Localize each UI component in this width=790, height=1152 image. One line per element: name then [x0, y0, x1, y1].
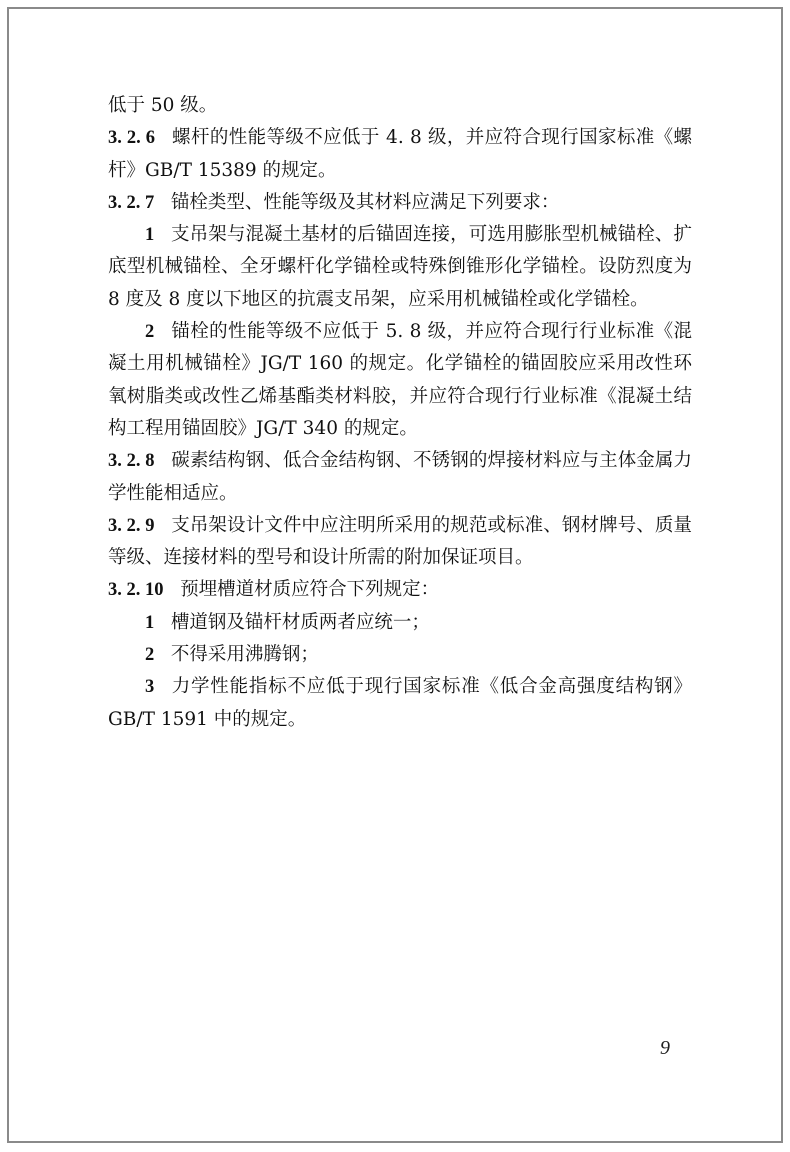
clause-3-2-8 [108, 445, 692, 510]
item-text: 力学性能指标不应低于现行国家标准《低合金高强度结构钢》GB/T 1591 中的规定。 [108, 676, 692, 730]
item-text: 槽道钢及锚杆材质两者应统一； [170, 611, 430, 633]
clause-text: 碳素结构钢、低合金结构钢、不锈钢的焊接材料应与主体金属力学性能相适应。 [108, 450, 692, 504]
item-number: 1 [145, 225, 155, 246]
clause-text: 支吊架设计文件中应注明所采用的规范或标准、钢材牌号、质量等级、连接材料的型号和设计所需的附加保证项目。 [108, 514, 692, 569]
clause-text: 螺杆的性能等级不应低于 4. 8 级，并应符合现行国家标准《螺杆》GB/T 15389 的规定。 [108, 127, 692, 181]
document-body [108, 90, 692, 736]
item-text: 支吊架与混凝土基材的后锚固连接，可选用膨胀型机械锚栓、扩底型机械锚栓、全牙螺杆化学锚栓或特殊倒锥形化学锚栓。设防烈度为 8 度及 8 度以下地区的抗震支吊架，应采用机械锚栓或化学锚栓。 [108, 224, 692, 310]
item-text: 锚栓的性能等级不应低于 5. 8 级，并应符合现行行业标准《混凝土用机械锚栓》JG/T 160 的规定。化学锚栓的锚固胶应采用改性环氧树脂类或改性乙烯基酯类材料胶，并应符合现行行业标准《混凝土结构工程用锚固胶》JG/T 340 的规定。 [108, 321, 692, 439]
clause-3-2-10-item-2 [108, 639, 692, 671]
clause-3-2-10 [108, 574, 692, 606]
clause-number: 3. 2. 8 [108, 451, 155, 472]
item-number: 1 [145, 612, 155, 633]
clause-3-2-7 [108, 187, 692, 219]
clause-number: 3. 2. 6 [108, 128, 156, 149]
item-number: 3 [145, 677, 155, 698]
clause-number: 3. 2. 7 [108, 192, 155, 213]
clause-3-2-6 [108, 122, 692, 187]
clause-3-2-10-item-3 [108, 671, 692, 736]
clause-3-2-7-item-1 [108, 219, 692, 316]
clause-3-2-7-item-2 [108, 316, 692, 445]
item-number: 2 [145, 322, 155, 343]
clause-text: 锚栓类型、性能等级及其材料应满足下列要求： [170, 191, 560, 213]
item-number: 2 [145, 645, 155, 666]
page-number: 9 [660, 1037, 670, 1059]
paragraph-continuation [108, 90, 692, 122]
clause-number: 3. 2. 10 [108, 580, 164, 601]
clause-text: 预埋槽道材质应符合下列规定： [180, 579, 440, 601]
clause-3-2-9 [108, 510, 692, 575]
clause-number: 3. 2. 9 [108, 515, 155, 536]
paragraph-text: 低于 50 级。 [108, 95, 218, 116]
item-text: 不得采用沸腾钢； [170, 644, 319, 666]
clause-3-2-10-item-1 [108, 607, 692, 639]
